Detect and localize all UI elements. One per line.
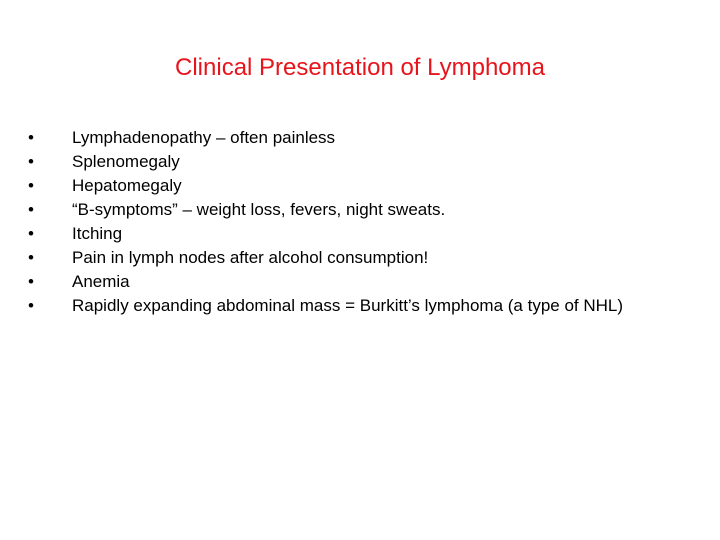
bullet-marker: •: [28, 176, 34, 195]
bullet-text: Hepatomegaly: [72, 176, 182, 195]
bullet-text: Pain in lymph nodes after alcohol consumption!: [72, 248, 429, 267]
bullet-marker: •: [28, 272, 34, 291]
bullet-marker: •: [28, 248, 34, 267]
bullet-marker: •: [28, 296, 34, 315]
bullet-item-splenomegaly: [28, 150, 708, 174]
bullet-text: Rapidly expanding abdominal mass = Burkitt’s lymphoma (a type of NHL): [72, 296, 624, 315]
bullet-item-lymphadenopathy: [28, 126, 708, 150]
bullet-marker: •: [28, 224, 34, 243]
bullet-marker: •: [28, 200, 34, 219]
bullet-text: Anemia: [72, 272, 130, 291]
bullet-item-itching: [28, 222, 708, 246]
bullet-item-hepatomegaly: [28, 174, 708, 198]
bullet-item-burkitt: [28, 294, 708, 318]
bullet-text: “B-symptoms” – weight loss, fevers, night sweats.: [72, 200, 446, 219]
bullet-item-alcohol-pain: [28, 246, 708, 270]
bullet-text: Splenomegaly: [72, 152, 180, 171]
bullet-text: Itching: [72, 224, 123, 243]
bullet-item-anemia: [28, 270, 708, 294]
slide-title: Clinical Presentation of Lymphoma: [175, 54, 545, 81]
bullet-list: [28, 126, 708, 318]
bullet-marker: •: [28, 128, 34, 147]
bullet-item-b-symptoms: [28, 198, 708, 222]
bullet-text: Lymphadenopathy – often painless: [72, 128, 336, 147]
bullet-marker: •: [28, 152, 34, 171]
